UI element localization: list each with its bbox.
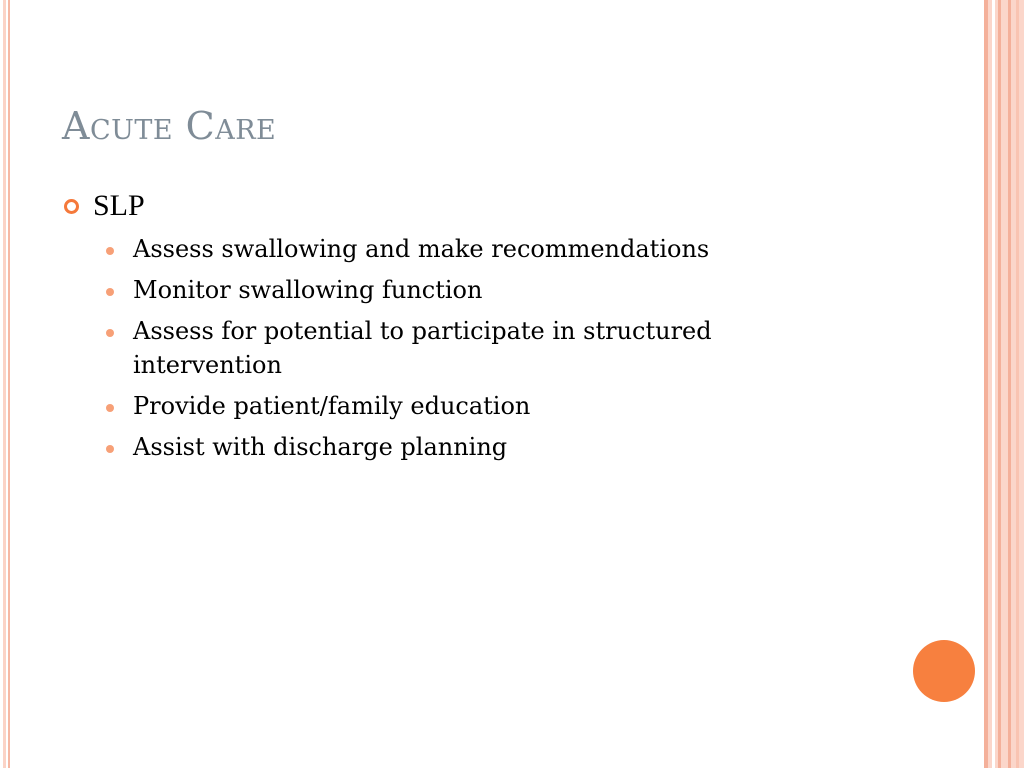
bullet-level1-text: SLP: [93, 189, 145, 222]
bullet-level1: [62, 186, 145, 226]
sub-bullet-item: [106, 430, 796, 464]
right-stripe-4: [1016, 0, 1019, 768]
sub-bullet-item: [106, 314, 796, 382]
dot-bullet-icon: [106, 329, 114, 337]
sub-bullet-text: Monitor swallowing function: [133, 276, 483, 304]
right-stripe-gap-2: [992, 0, 995, 768]
dot-bullet-icon: [106, 404, 114, 412]
sub-bullet-item: [106, 232, 796, 266]
left-border-decoration: [0, 0, 10, 768]
sub-bullet-list: [106, 232, 796, 471]
sub-bullet-text: Assess swallowing and make recommendations: [133, 235, 710, 263]
right-stripe-3: [1008, 0, 1011, 768]
sub-bullet-text: Assist with discharge planning: [133, 433, 508, 461]
sub-bullet-text: Provide patient/family education: [133, 392, 531, 420]
slide-title: Acute Care: [62, 104, 277, 148]
dot-bullet-icon: [106, 445, 114, 453]
dot-bullet-icon: [106, 288, 114, 296]
sub-bullet-text: Assess for potential to participate in structured intervention: [133, 317, 712, 379]
sub-bullet-item: [106, 273, 796, 307]
left-border-stripe: [3, 0, 6, 768]
ring-bullet-icon: [64, 199, 79, 214]
dot-bullet-icon: [106, 247, 114, 255]
right-stripe-1: [984, 0, 988, 768]
orange-circle-decoration: [913, 640, 975, 702]
right-stripe-2: [998, 0, 1001, 768]
sub-bullet-item: [106, 389, 796, 423]
